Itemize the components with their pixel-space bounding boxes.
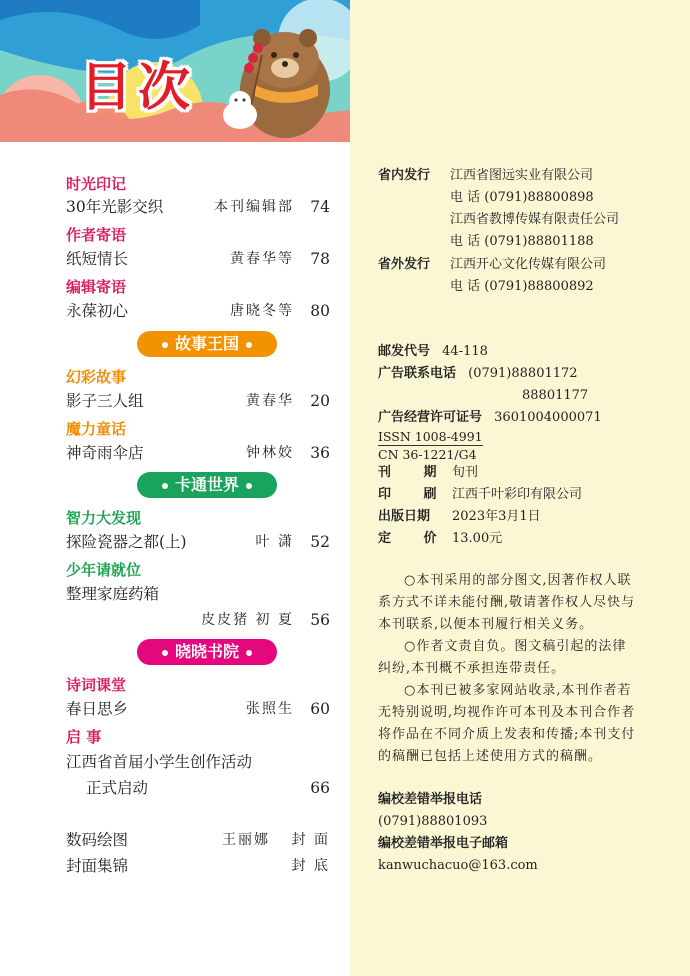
entry-page: 封 底 [291, 858, 330, 874]
issn: ISSN 1008-4991 [378, 429, 483, 444]
entry-page: 封 面 [291, 832, 330, 848]
price-label: 定 价 [378, 531, 451, 546]
entry-title: 永葆初心 [66, 302, 129, 320]
entry-title: 整理家庭药箱 [66, 585, 160, 603]
entry-author: 钟林姣 [246, 445, 294, 461]
domestic-company-2: 江西省教博传媒有限责任公司 [450, 212, 620, 227]
copyright-notes [378, 570, 640, 768]
title-char: 目 [80, 58, 133, 118]
entry-title: 春日思乡 [66, 700, 129, 718]
title-char: 次 [138, 58, 191, 118]
entry-title: 影子三人组 [66, 392, 144, 410]
note-paragraph: ○本刊已被多家网站收录,本刊作者若无特别说明,均视作许可本刊及本刊合作者将作品在不同介质上发表和传播;本刊支付的稿酬已包括上述使用方式的稿酬。 [378, 683, 636, 764]
entry-page: 80 [310, 302, 330, 320]
toc-entry[interactable] [66, 829, 330, 851]
pill-dot [162, 342, 168, 348]
section-heading: 幻彩故事 [66, 368, 127, 386]
ad-phone-label: 广告联系电话 [378, 366, 457, 381]
toc-entry[interactable] [66, 751, 330, 773]
category-pill-story [137, 331, 277, 357]
entry-author: 皮皮猪 初 夏 [201, 612, 294, 628]
pill-label: 晓晓书院 [175, 642, 240, 661]
entry-title: 江西省首届小学生创作活动 [66, 753, 253, 771]
publish-date [378, 507, 541, 527]
pill-label: 故事王国 [175, 334, 240, 353]
note-paragraph: ○本刊采用的部分图文,因著作权人联系方式不详未能付酬,敬请著作权人尽快与本刊联系,以便本刊履行相关义务。 [378, 573, 636, 632]
postal-code [378, 342, 488, 362]
entry-title: 30年光影交织 [66, 198, 164, 216]
section-heading: 启 事 [66, 728, 102, 746]
section-heading: 智力大发现 [66, 509, 142, 527]
foreign-company: 江西开心文化传媒有限公司 [450, 257, 607, 272]
toc-entry[interactable] [66, 300, 330, 322]
domestic-phone-2: 电 话 (0791)88801188 [450, 234, 594, 249]
entry-page: 78 [310, 250, 330, 268]
entry-page: 36 [310, 444, 330, 462]
entry-author: 黄春华 [246, 393, 294, 409]
report-email-label-text: 编校差错举报电子邮箱 [378, 836, 509, 851]
pill-dot [162, 483, 168, 489]
section-heading: 魔力童话 [66, 420, 127, 438]
banner-illustration [0, 0, 350, 142]
entry-page: 52 [310, 533, 330, 551]
toc-entry-continued [66, 777, 330, 799]
pill-dot [162, 650, 168, 656]
section-heading: 作者寄语 [66, 226, 127, 244]
ad-phone [378, 364, 578, 384]
toc-title [80, 58, 191, 118]
entry-page: 74 [310, 198, 330, 216]
entry-page: 60 [310, 700, 330, 718]
entry-title: 探险瓷器之都(上) [66, 533, 187, 551]
toc-entry[interactable] [66, 698, 330, 720]
cn-number: CN 36-1221/G4 [378, 447, 477, 462]
domestic-phone-1: 电 话 (0791)88800898 [450, 190, 594, 205]
foreign-label: 省外发行 [378, 257, 431, 272]
postal-label: 邮发代号 [378, 344, 431, 359]
entry-author: 张照生 [246, 701, 294, 717]
report-phone-label [378, 790, 482, 810]
period [378, 463, 479, 483]
entry-title-line2: 正式启动 [86, 779, 149, 797]
toc-entry[interactable] [66, 196, 330, 218]
entry-title: 纸短情长 [66, 250, 129, 268]
entry-author: 唐晓冬等 [230, 303, 294, 319]
printer [378, 485, 583, 505]
toc-entry[interactable] [66, 531, 330, 553]
report-phone-value: (0791)88801093 [378, 814, 488, 829]
domestic-company-1: 江西省图远实业有限公司 [450, 168, 594, 183]
toc-entry[interactable] [66, 442, 330, 464]
period-value: 旬刊 [452, 465, 479, 480]
ad-license [378, 408, 602, 428]
entry-title: 神奇雨伞店 [66, 444, 144, 462]
toc-entry[interactable] [66, 390, 330, 412]
category-pill-academy [137, 639, 277, 665]
foreign-distribution [378, 255, 607, 275]
toc-entry-continued [66, 609, 330, 631]
domestic-distribution [378, 166, 594, 186]
ad-license-value: 3601004000071 [494, 410, 602, 425]
report-phone-label-text: 编校差错举报电话 [378, 792, 483, 807]
entry-author: 黄春华等 [230, 251, 294, 267]
section-heading: 时光印记 [66, 175, 127, 193]
section-heading: 编辑寄语 [66, 278, 127, 296]
report-email-label [378, 834, 508, 854]
entry-author: 叶 潇 [255, 534, 294, 550]
entry-title: 封面集锦 [66, 857, 129, 875]
pill-dot [246, 342, 252, 348]
postal-value: 44-118 [442, 344, 488, 359]
category-pill-cartoon [137, 472, 277, 498]
toc-entry[interactable] [66, 855, 330, 877]
ad-phone-value-2: 88801177 [522, 388, 589, 403]
price-value: 13.00元 [452, 531, 503, 546]
toc-entry[interactable] [66, 583, 330, 605]
entry-page: 66 [310, 779, 330, 797]
pill-dot [246, 650, 252, 656]
price [378, 529, 503, 549]
report-email-value[interactable]: kanwuchacuo@163.com [378, 858, 538, 873]
section-heading: 诗词课堂 [66, 676, 127, 694]
print-label: 印 刷 [378, 487, 451, 502]
entry-title: 数码绘图 [66, 831, 129, 849]
note-paragraph: ○作者文责自负。图文稿引起的法律纠纷,本刊概不承担连带责任。 [378, 639, 627, 676]
entry-page: 20 [310, 392, 330, 410]
toc-entry[interactable] [66, 248, 330, 270]
pill-label: 卡通世界 [175, 475, 240, 494]
print-value: 江西千叶彩印有限公司 [452, 487, 583, 502]
entry-author: 王丽娜 [222, 832, 270, 848]
entry-page: 56 [310, 611, 330, 629]
domestic-label: 省内发行 [378, 168, 431, 183]
foreign-phone: 电 话 (0791)88800892 [450, 279, 594, 294]
ad-license-label: 广告经营许可证号 [378, 410, 483, 425]
date-label: 出版日期 [378, 509, 431, 524]
date-value: 2023年3月1日 [452, 509, 541, 524]
section-heading: 少年请就位 [66, 561, 142, 579]
pill-dot [246, 483, 252, 489]
ad-phone-value-1: (0791)88801172 [468, 366, 578, 381]
entry-author: 本刊编辑部 [214, 199, 294, 215]
period-label: 刊 期 [378, 465, 451, 480]
